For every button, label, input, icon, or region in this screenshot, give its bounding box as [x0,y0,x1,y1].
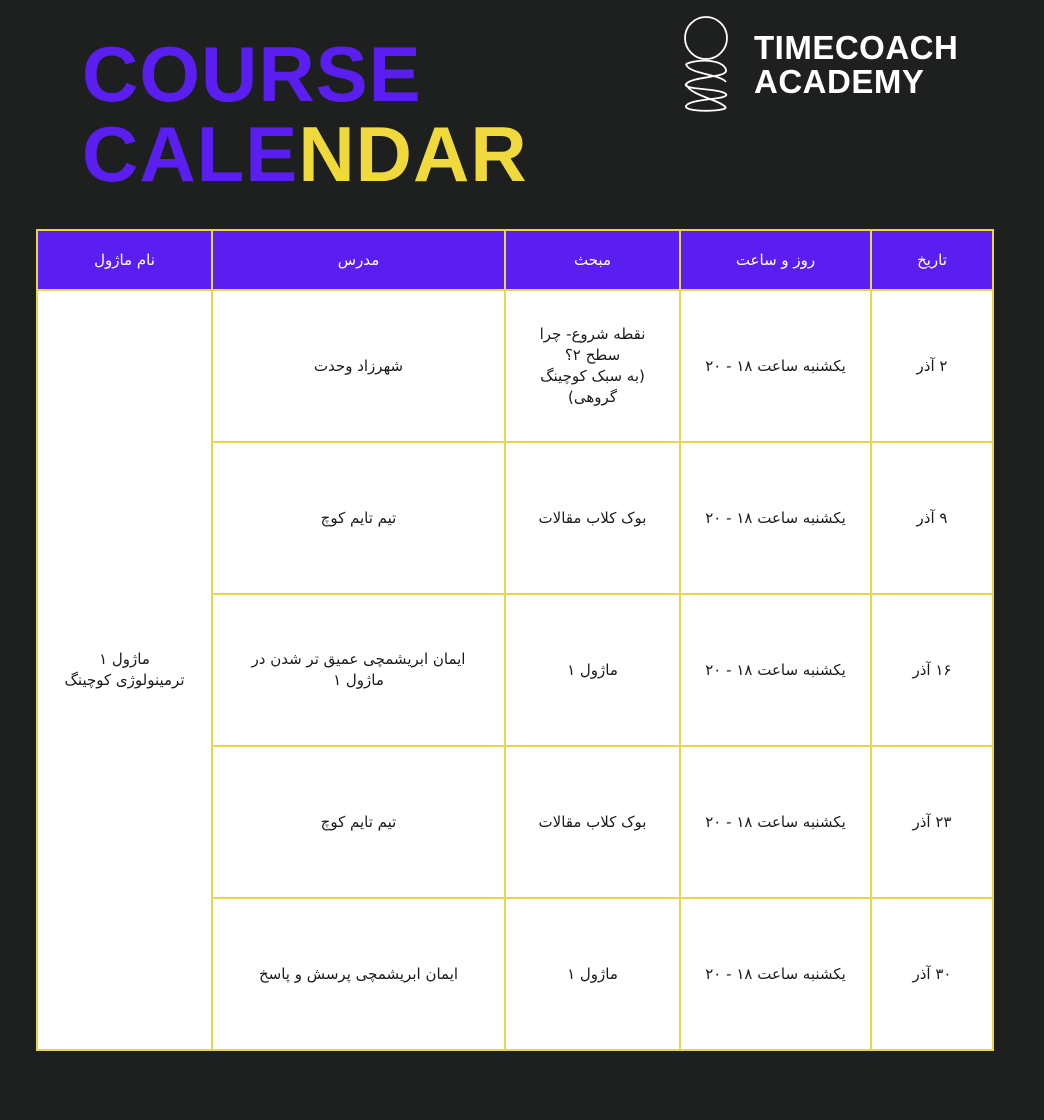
cell-day-time: یکشنبه ساعت ۱۸ - ۲۰ [680,746,871,898]
cell-instructor: تیم تایم کوچ [212,442,505,594]
cell-day-time: یکشنبه ساعت ۱۸ - ۲۰ [680,594,871,746]
cell-instructor: ایمان ابریشمچی پرسش و پاسخ [212,898,505,1050]
course-schedule-table [36,229,994,1051]
title-line2-purple: CALE [82,110,299,198]
cell-day-time: یکشنبه ساعت ۱۸ - ۲۰ [680,290,871,442]
brand-name-line1: TIMECOACH [754,29,959,66]
cell-date: ۳۰ آذر [871,898,993,1050]
header-date: تاریخ [871,230,993,290]
cell-topic: ماژول ۱ [505,594,680,746]
header-day-time: روز و ساعت [680,230,871,290]
cell-date: ۱۶ آذر [871,594,993,746]
page-title [82,30,528,198]
cell-date: ۲۳ آذر [871,746,993,898]
spiral-logo-icon [680,14,732,116]
title-line2-yellow: NDAR [298,110,528,198]
table-row [37,290,993,442]
cell-topic: بوک کلاب مقالات [505,746,680,898]
cell-day-time: یکشنبه ساعت ۱۸ - ۲۰ [680,442,871,594]
header-instructor: مدرس [212,230,505,290]
cell-instructor: تیم تایم کوچ [212,746,505,898]
table-header-row [37,230,993,290]
brand-name-line2: ACADEMY [754,63,925,100]
cell-instructor: شهرزاد وحدت [212,290,505,442]
cell-date: ۹ آذر [871,442,993,594]
header-topic: مبحث [505,230,680,290]
cell-topic: نقطه شروع- چرا سطح ۲؟ (به سبک کوچینگ گروهی) [505,290,680,442]
title-line1: COURSE [82,30,422,118]
brand [680,14,958,116]
header-module-name: نام ماژول [37,230,212,290]
cell-day-time: یکشنبه ساعت ۱۸ - ۲۰ [680,898,871,1050]
cell-date: ۲ آذر [871,290,993,442]
cell-module-name: ماژول ۱ ترمینولوژی کوچینگ [37,290,212,1050]
cell-topic: بوک کلاب مقالات [505,442,680,594]
cell-instructor: ایمان ابریشمچی عمیق تر شدن در ماژول ۱ [212,594,505,746]
cell-topic: ماژول ۱ [505,898,680,1050]
